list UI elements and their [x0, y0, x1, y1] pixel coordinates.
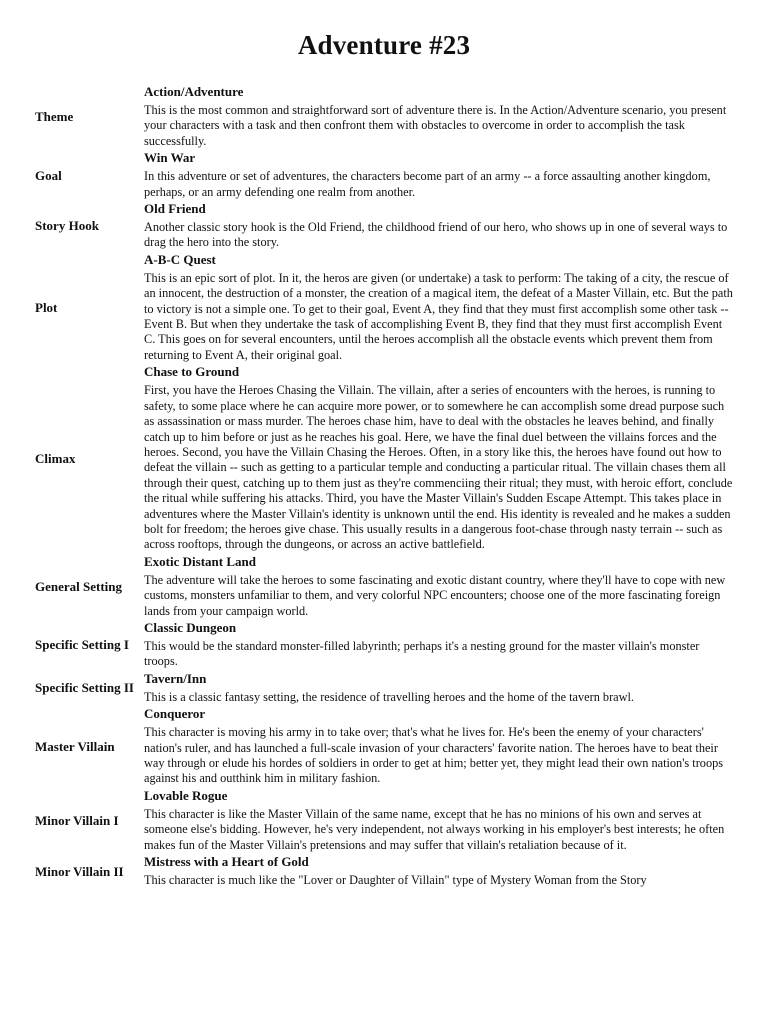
row-label: Minor Villain II — [35, 863, 124, 879]
row-content — [144, 554, 734, 619]
row-heading: Chase to Ground — [144, 364, 240, 380]
row-text: This is the most common and straightforward sort of adventure there is. In the Action/Adventure scenario, you present your characters with a task and then confront them with obstacles to overcome in order to accomplish the task successfully. — [144, 103, 727, 148]
row-heading: Lovable Rogue — [144, 787, 228, 803]
row-specific-setting-2 — [35, 671, 735, 705]
row-theme — [35, 84, 735, 149]
row-content — [144, 854, 734, 888]
row-content — [144, 788, 734, 853]
row-content — [144, 620, 734, 670]
row-climax — [35, 364, 735, 552]
row-heading: Conqueror — [144, 706, 206, 722]
row-minor-villain-1 — [35, 788, 735, 853]
row-master-villain — [35, 706, 735, 787]
row-text: This is a classic fantasy setting, the residence of travelling heroes and the home of the tavern brawl. — [144, 689, 635, 704]
row-goal — [35, 150, 735, 200]
row-heading: Classic Dungeon — [144, 619, 237, 635]
row-label: Specific Setting I — [35, 637, 129, 653]
row-heading: A-B-C Quest — [144, 251, 216, 267]
row-text: This character is much like the "Lover or Daughter of Villain" type of Mystery Woman from the Story — [144, 873, 647, 888]
row-heading: Win War — [144, 150, 196, 166]
adventure-table — [35, 84, 735, 889]
row-text: This character is moving his army in to take over; that's what he lives for. He's been the enemy of your characters' nation's ruler, and has launched a full-scale invasion of your characters' favorite nation. The heroes have to beat their way through or elude his hordes of soldiers in order to get at him; better yet, they might lead their own nation's troops against his and outthink him in military fashion. — [144, 725, 724, 786]
row-heading: Old Friend — [144, 201, 206, 217]
row-content — [144, 201, 734, 251]
row-plot — [35, 252, 735, 363]
row-text: The adventure will take the heroes to some fascinating and exotic distant country, where they'll have to cope with new customs, monsters unfamiliar to them, and very colorful NPC encounters; choose one of the more fascinating foreign lands from your campaign world. — [144, 572, 726, 618]
row-heading: Tavern/Inn — [144, 670, 207, 686]
row-text: This character is like the Master Villain of the same name, except that he has no minions of his own and serves at someone else's bidding. However, he's very independent, not always working in his employer's best interests; he often makes fun of the Master Villain's pretensions and may suffer that villain's retaliation because of it. — [144, 806, 725, 852]
row-content — [144, 706, 734, 787]
row-text: Another classic story hook is the Old Friend, the childhood friend of our hero, who shows up in one of several ways to drag the hero into the story. — [144, 220, 728, 250]
row-content — [144, 671, 734, 705]
row-specific-setting-1 — [35, 620, 735, 670]
row-content — [144, 84, 734, 149]
row-text: First, you have the Heroes Chasing the Villain. The villain, after a series of encounters with the heroes, is running to safety, to some place where he can acquire more power, or to somewhere he can accomplish some dread purpose such as assassination or mass murder. The heroes chase him, have to deal with the obstacles he leaves behind, and finally catch up to him before or just as he reaches his goal. Here, we have the final duel between the villains forces and the heroes. Second, you have the Villain Chasing the Heroes. Often, in a story like this, the heroes have found out how to defeat the villain -- such as getting to a particular temple and conducting a particular ritual. The villain chases them all through their quest, catching up to them just as they're commenciing their ritual; they must, with heroic effort, conclude the ritual while suffering his attacks. Third, you have the Master Villain's Sudden Escape Attempt. This takes place in adventures where the Master Villain's identity is unknown until the end. His identity is revealed and he makes a sudden bolt for freedom; the heroes give chase. This usually results in a dangerous foot-chase through nasty terrain -- such as across rooftops, through the dungeons, or across an active battlefield. — [144, 383, 733, 552]
row-text: In this adventure or set of adventures, the characters become part of an army -- a force assaulting another kingdom, perhaps, or an army defending one realm from another. — [144, 169, 711, 199]
row-label: Story Hook — [35, 218, 99, 234]
row-label: Specific Setting II — [35, 680, 134, 696]
row-label: Master Villain — [35, 739, 115, 754]
row-label: Plot — [35, 300, 58, 316]
page-title: Adventure #23 — [297, 30, 471, 60]
row-content — [144, 364, 734, 552]
row-label: Goal — [35, 167, 62, 183]
row-heading: Action/Adventure — [144, 84, 244, 99]
row-text: This is an epic sort of plot. In it, the heros are given (or undertake) a task to perform: The taking of a city, the rescue of an innocent, the destruction of a monster, the creation of a magical item, the defeat of a Master Villain, etc. But the path to victory is not a simple one. To get to their goal, Event A, they find that they must first accomplish some other task -- Event B. But when they undertake the task of accomplishing Event B, they find that they must first accomplish Event C. This goes on for several encounters, until the heroes accomplish all the obstacle events which prevent them from returning to Event A, their original goal. — [144, 270, 733, 362]
row-content — [144, 252, 734, 363]
row-heading: Mistress with a Heart of Gold — [144, 854, 309, 870]
row-general-setting — [35, 554, 735, 619]
row-label: Climax — [35, 451, 76, 467]
row-label: General Setting — [35, 578, 123, 594]
row-label: Theme — [35, 109, 74, 125]
row-minor-villain-2 — [35, 854, 735, 888]
row-content — [144, 150, 734, 200]
row-label: Minor Villain I — [35, 812, 119, 828]
row-heading: Exotic Distant Land — [144, 553, 256, 569]
row-text: This would be the standard monster-filled labyrinth; perhaps it's a nesting ground for the master villain's monster troops. — [144, 638, 700, 669]
row-story-hook — [35, 201, 735, 251]
